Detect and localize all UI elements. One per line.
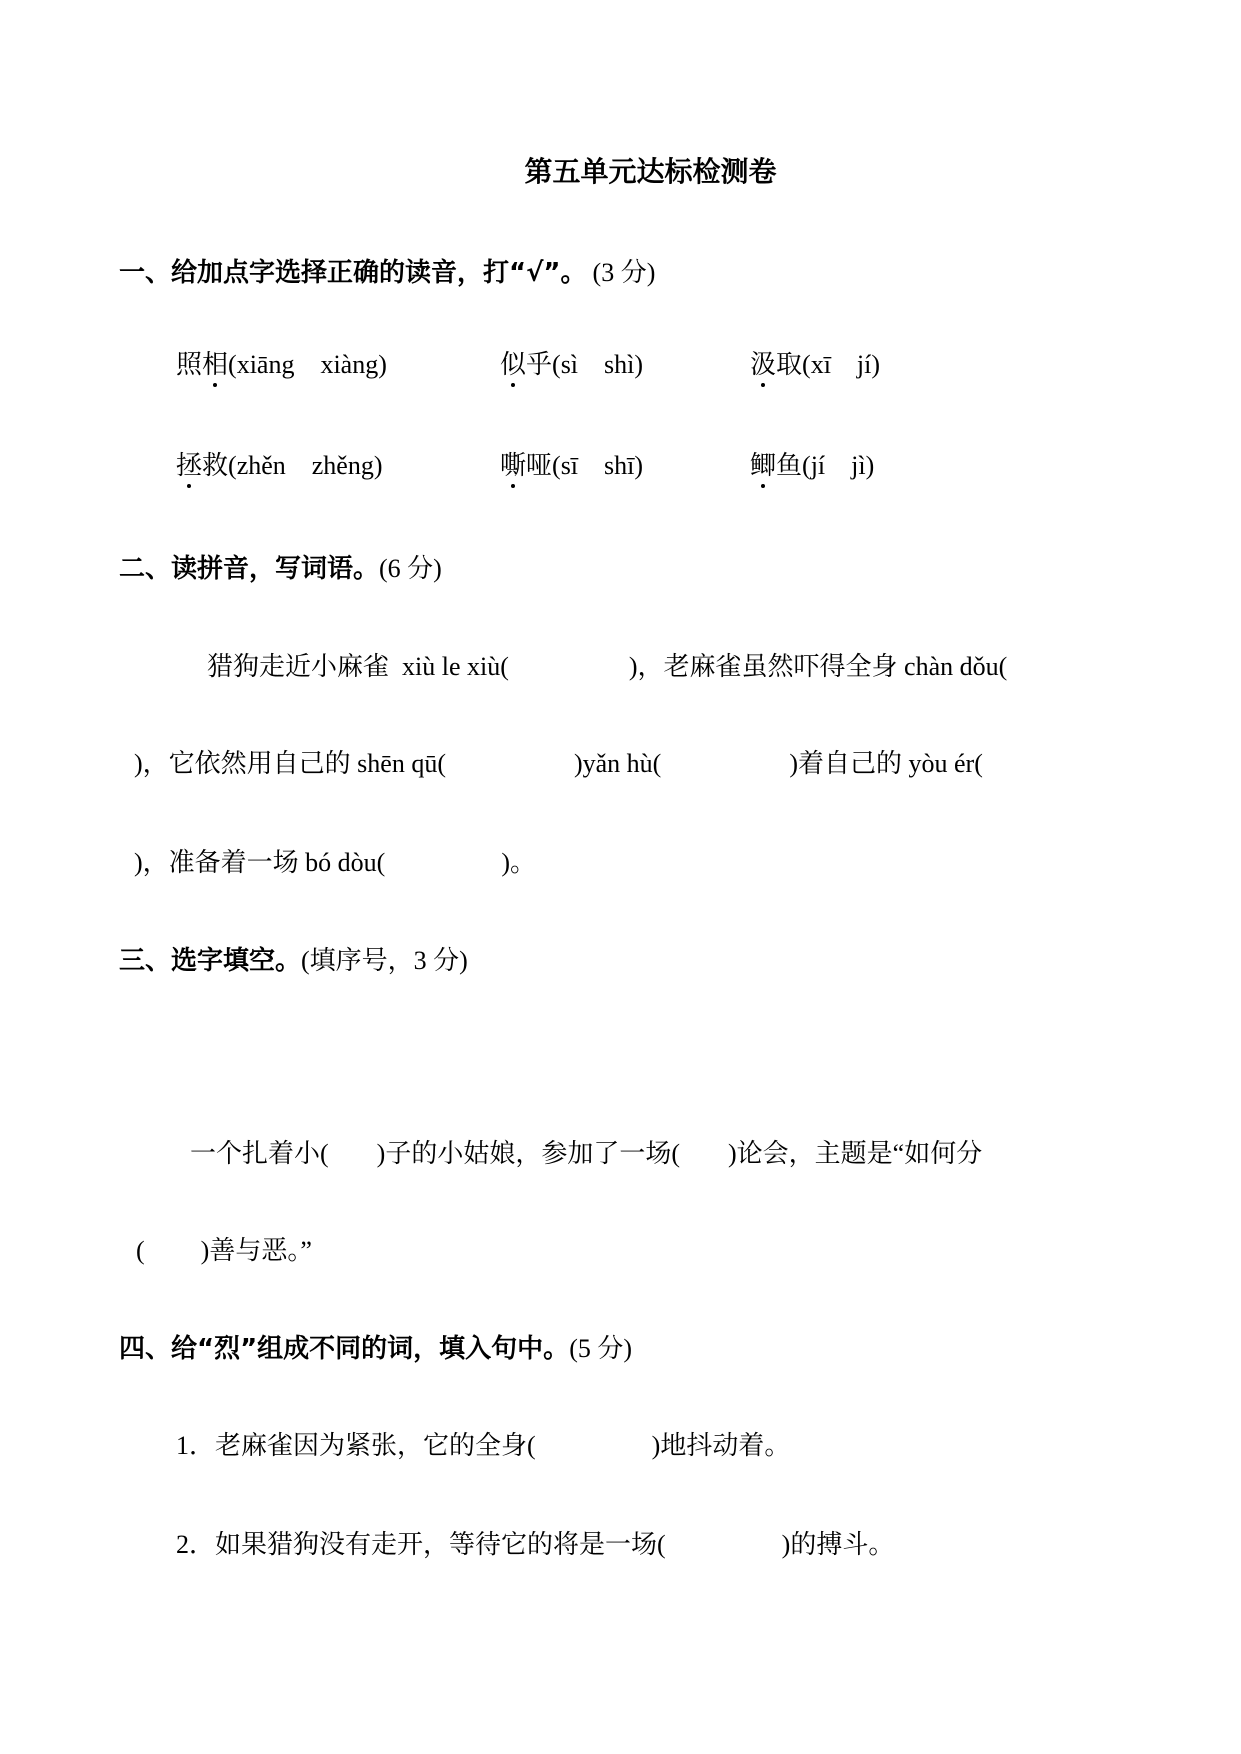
q3-line-1-text-c: )论会，主题是“如何分 bbox=[728, 1139, 983, 1168]
q1-item-3-char-2: 取 bbox=[776, 350, 803, 379]
q4-item-2-text-a: 2．如果猎狗没有走开，等待它的将是一场( bbox=[176, 1530, 666, 1559]
q3-line-2-text-a: ( bbox=[136, 1236, 145, 1265]
q2-line-3 bbox=[134, 842, 536, 879]
q2-line-2 bbox=[134, 743, 983, 780]
q1-item-4-char-2: 救 bbox=[202, 451, 229, 480]
q3-heading bbox=[119, 940, 468, 977]
q1-item-1-char: 照 bbox=[176, 350, 203, 379]
q2-line-1-text-a: 猎狗走近小麻雀 xiù le xiù( bbox=[207, 652, 509, 681]
q1-item-2 bbox=[500, 344, 643, 381]
q1-item-2-char-2: 乎 bbox=[526, 350, 553, 379]
q1-item-4 bbox=[176, 445, 383, 482]
q1-item-6-char-2: 鱼 bbox=[776, 451, 803, 480]
q4-item-1-text-b: )地抖动着。 bbox=[651, 1431, 791, 1460]
q2-line-2-text-c: )着自己的 yòu ér( bbox=[789, 749, 983, 778]
q3-score: (填序号，3 分) bbox=[301, 946, 468, 975]
q4-score: (5 分) bbox=[569, 1334, 633, 1363]
q3-line-2 bbox=[136, 1230, 312, 1267]
q1-item-6-dotted-char: 鲫 bbox=[750, 445, 776, 482]
q3-line-1-text-a: 一个扎着小( bbox=[190, 1139, 329, 1168]
q1-item-5 bbox=[500, 445, 643, 482]
q1-item-5-char-2: 哑 bbox=[526, 451, 553, 480]
q3-heading-text: 三、选字填空。 bbox=[119, 946, 302, 976]
q1-item-5-options: (sī shī) bbox=[552, 451, 644, 480]
q1-item-3 bbox=[750, 344, 880, 381]
page-title: 第五单元达标检测卷 bbox=[524, 155, 777, 188]
q2-line-3-text-a: )，准备着一场 bó dòu( bbox=[134, 848, 386, 877]
q4-item-2-text-b: )的搏斗。 bbox=[781, 1530, 895, 1559]
q2-line-1-text-b: )，老麻雀虽然吓得全身 chàn dǒu( bbox=[628, 652, 1008, 681]
q2-line-1 bbox=[207, 646, 1007, 683]
q1-item-2-dotted-char: 似 bbox=[500, 344, 526, 381]
q4-item-1-text-a: 1．老麻雀因为紧张，它的全身( bbox=[176, 1431, 536, 1460]
q4-item-1 bbox=[176, 1425, 790, 1462]
q1-item-2-options: (sì shì) bbox=[552, 350, 644, 379]
q4-heading bbox=[119, 1328, 632, 1365]
q2-score: (6 分) bbox=[379, 554, 442, 583]
q3-line-1-text-b: )子的小姑娘，参加了一场( bbox=[376, 1139, 680, 1168]
q3-line-2-text-b: )善与恶。” bbox=[200, 1236, 312, 1265]
q2-line-3-text-b: )。 bbox=[501, 848, 536, 877]
q1-item-6 bbox=[750, 445, 874, 482]
q2-line-2-text-a: )，它依然用自己的 shēn qū( bbox=[134, 749, 446, 778]
q1-item-4-dotted-char: 拯 bbox=[176, 445, 202, 482]
q1-item-6-options: (jí jì) bbox=[802, 451, 875, 480]
q2-heading bbox=[119, 548, 442, 585]
q3-line-1 bbox=[190, 1133, 982, 1170]
q1-heading-text: 一、给加点字选择正确的读音，打“√”。 bbox=[119, 258, 587, 288]
q1-score: (3 分) bbox=[592, 258, 656, 287]
q1-item-3-dotted-char: 汲 bbox=[750, 344, 776, 381]
q1-item-1-options: (xiāng xiàng) bbox=[228, 350, 387, 379]
q1-item-5-dotted-char: 嘶 bbox=[500, 445, 526, 482]
q2-heading-text: 二、读拼音，写词语。 bbox=[119, 554, 380, 584]
q1-item-3-options: (xī jí) bbox=[802, 350, 881, 379]
q1-heading bbox=[119, 252, 655, 289]
q1-item-4-options: (zhěn zhěng) bbox=[228, 451, 383, 480]
q1-item-1 bbox=[176, 344, 387, 381]
q4-item-2 bbox=[176, 1524, 894, 1561]
q2-line-2-text-b: )yǎn hù( bbox=[573, 749, 662, 778]
q1-item-1-dotted-char: 相 bbox=[202, 344, 228, 381]
q4-heading-text: 四、给“烈”组成不同的词，填入句中。 bbox=[119, 1334, 570, 1364]
